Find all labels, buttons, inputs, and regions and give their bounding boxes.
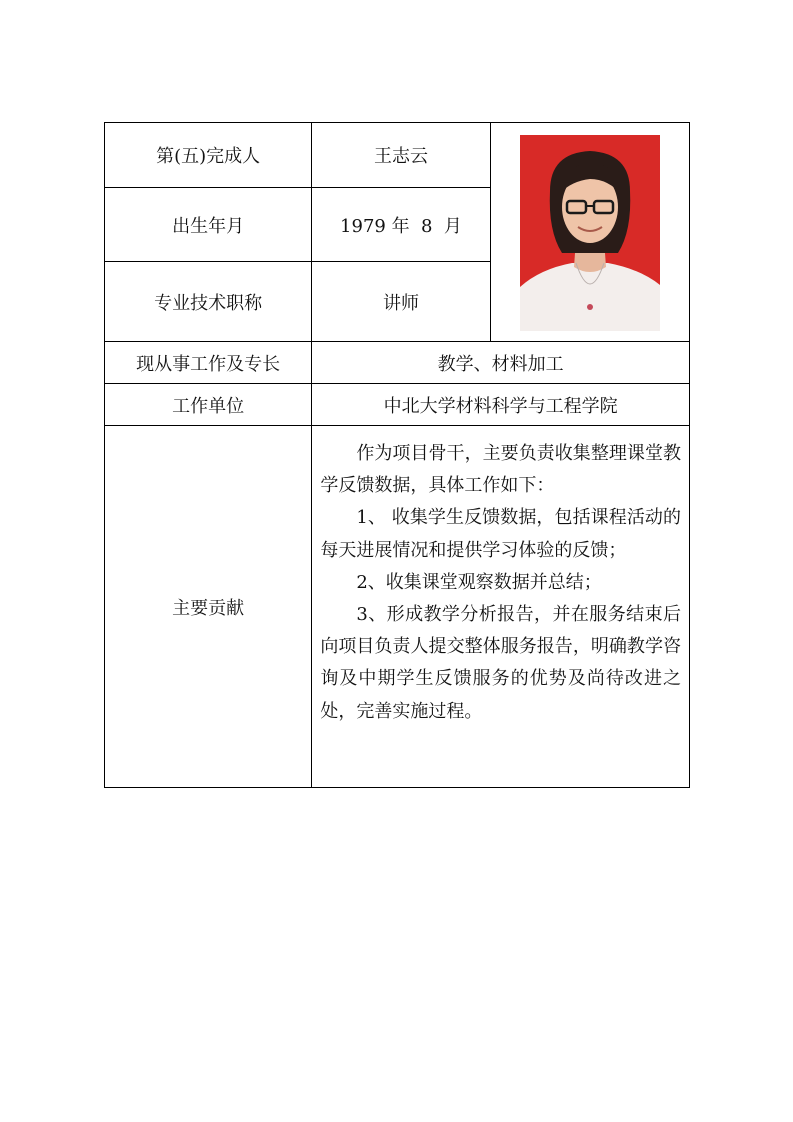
table-row xyxy=(105,426,690,788)
finisher-label: 第(五)完成人 xyxy=(105,123,312,188)
unit-label: 工作单位 xyxy=(105,384,312,426)
completer-info-table xyxy=(104,122,690,788)
work-value: 教学、材料加工 xyxy=(312,342,690,384)
photo-cell xyxy=(490,123,689,342)
work-label: 现从事工作及专长 xyxy=(105,342,312,384)
contribution-paragraph: 2、收集课堂观察数据并总结； xyxy=(356,571,602,593)
contribution-label: 主要贡献 xyxy=(105,426,312,788)
title-value: 讲师 xyxy=(312,262,490,342)
table-row xyxy=(105,384,690,426)
title-label: 专业技术职称 xyxy=(105,262,312,342)
birth-value: 1979 年 8 月 xyxy=(312,188,490,262)
birth-label: 出生年月 xyxy=(105,188,312,262)
contribution-paragraph: 作为项目骨干，主要负责收集整理课堂教学反馈数据，具体工作如下： xyxy=(320,443,681,497)
unit-value: 中北大学材料科学与工程学院 xyxy=(312,384,690,426)
table-row xyxy=(105,342,690,384)
contribution-paragraph: 1、 收集学生反馈数据，包括课程活动的每天进展情况和提供学习体验的反馈； xyxy=(320,507,681,561)
contribution-text xyxy=(312,426,690,788)
finisher-name: 王志云 xyxy=(312,123,490,188)
table-row xyxy=(105,123,690,188)
portrait-photo xyxy=(520,135,660,331)
contribution-paragraph: 3、形成教学分析报告，并在服务结束后向项目负责人提交整体服务报告，明确教学咨询及中期学生反馈服务的优势及尚待改进之处，完善实施过程。 xyxy=(320,604,681,722)
